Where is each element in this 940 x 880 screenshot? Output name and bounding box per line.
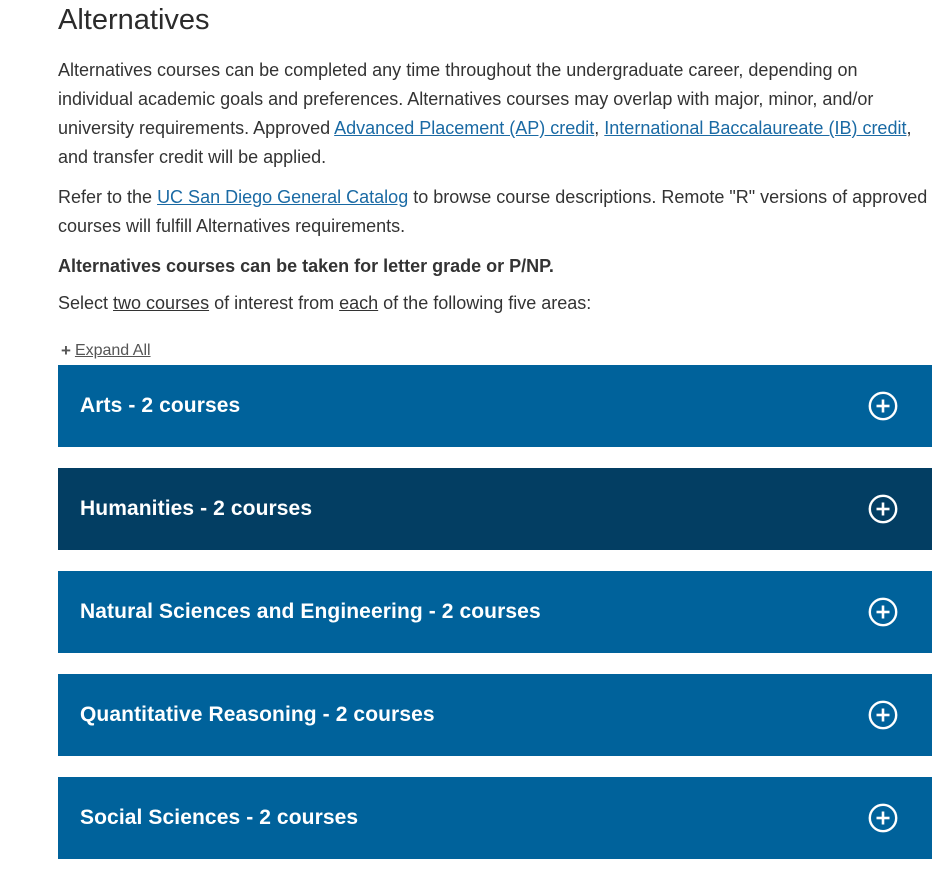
accordion-title: Humanities - 2 courses: [80, 497, 313, 520]
circle-plus-icon[interactable]: [868, 700, 898, 730]
ap-credit-link[interactable]: Advanced Placement (AP) credit: [334, 118, 595, 138]
accordion-item-social-sciences[interactable]: [58, 777, 932, 859]
circle-plus-icon[interactable]: [868, 391, 898, 421]
section-title: Alternatives: [58, 4, 210, 36]
accordion-item-arts[interactable]: [58, 365, 932, 447]
plus-icon: +: [61, 341, 71, 360]
accordion-title: Quantitative Reasoning - 2 courses: [80, 703, 435, 726]
accordion-title: Arts - 2 courses: [80, 394, 241, 417]
ib-credit-link[interactable]: International Baccalaureate (IB) credit: [604, 118, 907, 138]
main-content: [58, 0, 932, 880]
circle-plus-icon[interactable]: [868, 803, 898, 833]
circle-plus-icon[interactable]: [868, 494, 898, 524]
areas-accordion: [58, 365, 932, 859]
general-catalog-link[interactable]: UC San Diego General Catalog: [157, 187, 409, 207]
intro-paragraph: Alternatives courses can be completed any time throughout the undergraduate career, depending on individual academic goals and preferences. Alternatives courses may overlap with major, minor, and/or university requirements. Approved Advanced Placement (AP) credit, International Baccalaureate (IB) credit, and transfer credit will be applied.: [58, 60, 912, 167]
grading-note: Alternatives courses can be taken for letter grade or P/NP.: [58, 256, 554, 276]
accordion-title: Social Sciences - 2 courses: [80, 806, 359, 829]
selection-instructions: Select two courses of interest from each of the following five areas:: [58, 293, 592, 313]
circle-plus-icon[interactable]: [868, 597, 898, 627]
accordion-title: Natural Sciences and Engineering - 2 courses: [80, 600, 541, 623]
accordion-item-humanities[interactable]: [58, 468, 932, 550]
accordion-item-natural-sciences[interactable]: [58, 571, 932, 653]
expand-all-button[interactable]: [61, 340, 151, 362]
accordion-item-quantitative-reasoning[interactable]: [58, 674, 932, 756]
expand-all-label: Expand All: [74, 342, 151, 359]
catalog-paragraph: Refer to the UC San Diego General Catalog to browse course descriptions. Remote "R" versions of approved courses will fulfill Alternatives requirements.: [58, 187, 928, 236]
